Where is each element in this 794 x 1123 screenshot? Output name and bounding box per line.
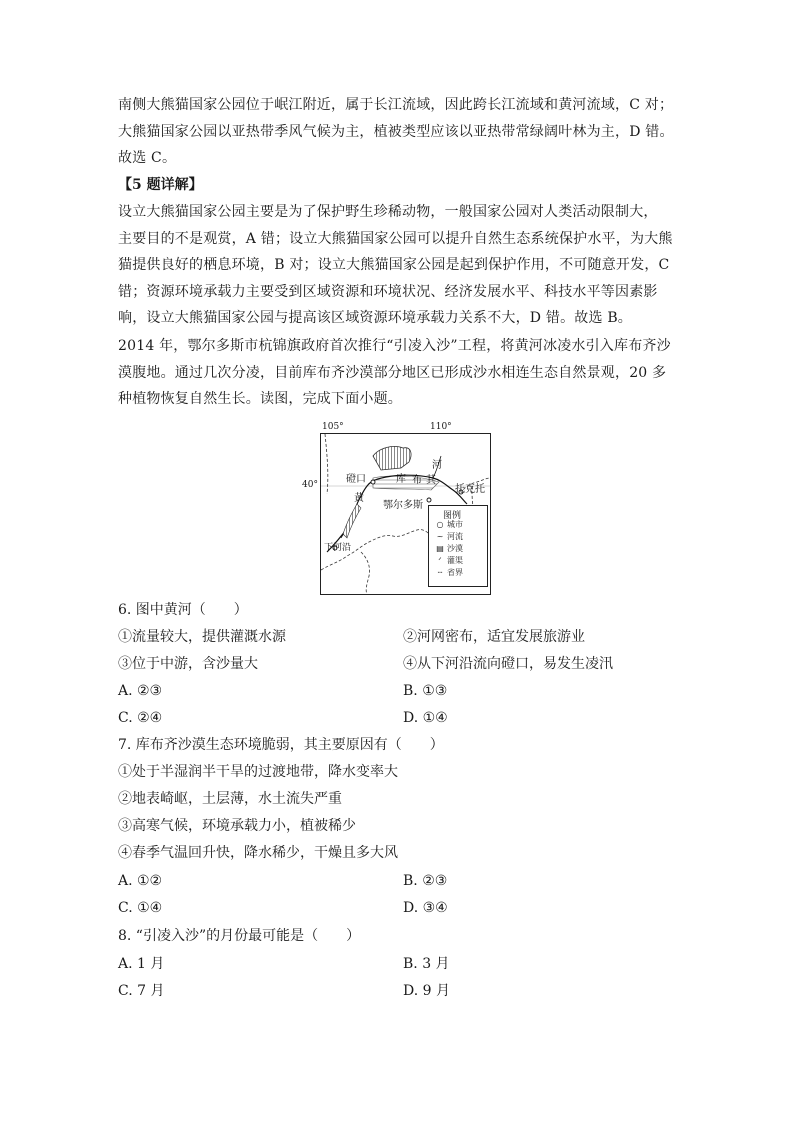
q7-option-b[interactable]: B. ②③ [403, 873, 448, 889]
map-label-qi: 其 [426, 475, 436, 486]
question-6-stem: 6. 图中黄河（ ） [118, 602, 248, 618]
legend-border-label: 省界 [447, 568, 463, 577]
map-label-dengkou: 磴口 [346, 474, 366, 485]
legend-desert [433, 544, 463, 553]
lon-105-label: 105° [322, 422, 344, 432]
map-legend [428, 505, 488, 587]
desert-icon: ▤ [436, 544, 444, 553]
q6-statement-2: ②河网密布，适宜发展旅游业 [403, 629, 585, 645]
q7-statement-3: ③高寒气候，环境承载力小，植被稀少 [118, 818, 356, 834]
question-8-stem: 8. “引凌入沙”的月份最可能是（ ） [118, 928, 361, 944]
q6-statement-1: ①流量较大，提供灌溉水源 [118, 629, 286, 645]
q7-option-c[interactable]: C. ①④ [118, 900, 163, 916]
q6-option-d[interactable]: D. ①④ [403, 710, 448, 726]
q7-option-d[interactable]: D. ③④ [403, 900, 448, 916]
lat-40-label: 40° [302, 480, 318, 490]
q8-option-c[interactable]: C. 7 月 [118, 983, 165, 999]
map-label-huang: 黄 [354, 493, 364, 504]
q8-option-a[interactable]: A. 1 月 [118, 956, 165, 972]
q6-statement-4: ④从下河沿流向磴口，易发生凌汛 [403, 656, 613, 672]
legend-river [433, 532, 463, 541]
q7-option-a[interactable]: A. ①② [118, 873, 163, 889]
q6-option-c[interactable]: C. ②④ [118, 710, 163, 726]
map-label-he: 河 [432, 460, 442, 471]
map-label-xiaheyan: 下河沿 [324, 543, 352, 553]
legend-city-label: 城市 [447, 520, 463, 529]
river-icon: ~ [436, 532, 444, 541]
q6-option-a[interactable]: A. ②③ [118, 683, 163, 699]
legend-canal-label: 灌渠 [447, 556, 463, 565]
legend-desert-label: 沙漠 [447, 544, 463, 553]
q6-statement-3: ③位于中游，含沙量大 [118, 656, 258, 672]
canal-icon: ᐟ [438, 556, 442, 565]
q7-statement-2: ②地表崎岖，土层薄，水土流失严重 [118, 791, 342, 807]
legend-canal [433, 556, 463, 565]
lon-110-label: 110° [430, 422, 452, 432]
question-5-heading: 【5 题详解】 [118, 177, 203, 193]
legend-title: 图例 [443, 511, 462, 521]
legend-border [433, 568, 463, 577]
q8-option-b[interactable]: B. 3 月 [403, 956, 450, 972]
q7-statement-4: ④春季气温回升快，降水稀少，干燥且多大风 [118, 845, 398, 861]
intro-paragraph: 2014 年，鄂尔多斯市杭锦旗政府首次推行“引凌入沙”工程，将黄河冰凌水引入库布齐沙漠腹地。通过几次分凌，目前库布齐沙漠部分地区已形成沙水相连生态自然景观，20 多种植物恢复自然生长。读图，完成下面小题。 [118, 338, 671, 407]
question-7-stem: 7. 库布齐沙漠生态环境脆弱，其主要原因有（ ） [118, 737, 444, 753]
legend-city [433, 520, 463, 529]
q6-option-b[interactable]: B. ①③ [403, 683, 448, 699]
q7-statement-1: ①处于半湿润半干旱的过渡地带，降水变率大 [118, 764, 398, 780]
map-label-ku: 库 [396, 474, 406, 485]
map-label-ordos: 鄂尔多斯 [383, 500, 423, 511]
q8-option-d[interactable]: D. 9 月 [403, 983, 450, 999]
answer-paragraph-4: 南侧大熊猫国家公园位于岷江附近，属于长江流域，因此跨长江流域和黄河流域，C 对；大熊猫国家公园以亚热带季风气候为主，植被类型应该以亚热带常绿阔叶林为主，D 错。故选 C。 [118, 97, 674, 166]
map-label-bu: 布 [412, 475, 422, 486]
city-icon: ○ [436, 520, 444, 529]
map-label-tuoketuo: 托克托 [455, 484, 485, 495]
legend-river-label: 河流 [447, 532, 463, 541]
border-icon: ┄ [437, 568, 443, 577]
answer-paragraph-5: 设立大熊猫国家公园主要是为了保护野生珍稀动物，一般国家公园对人类活动限制大， 主要目的不是观赏，A 错；设立大熊猫国家公园可以提升自然生态系统保护水平，为大熊猫提供良好的栖息环境，B 对；设立大熊猫国家公园是起到保护作用，不可随意开发，C 错；资源环境承载力主要受到区域资源和环境状况、经济发展水平、科技水平等因素影响，设立大熊猫国家公园与提高该区域资源环境承载力关系不大，D 错。故选 B。 [118, 204, 673, 326]
